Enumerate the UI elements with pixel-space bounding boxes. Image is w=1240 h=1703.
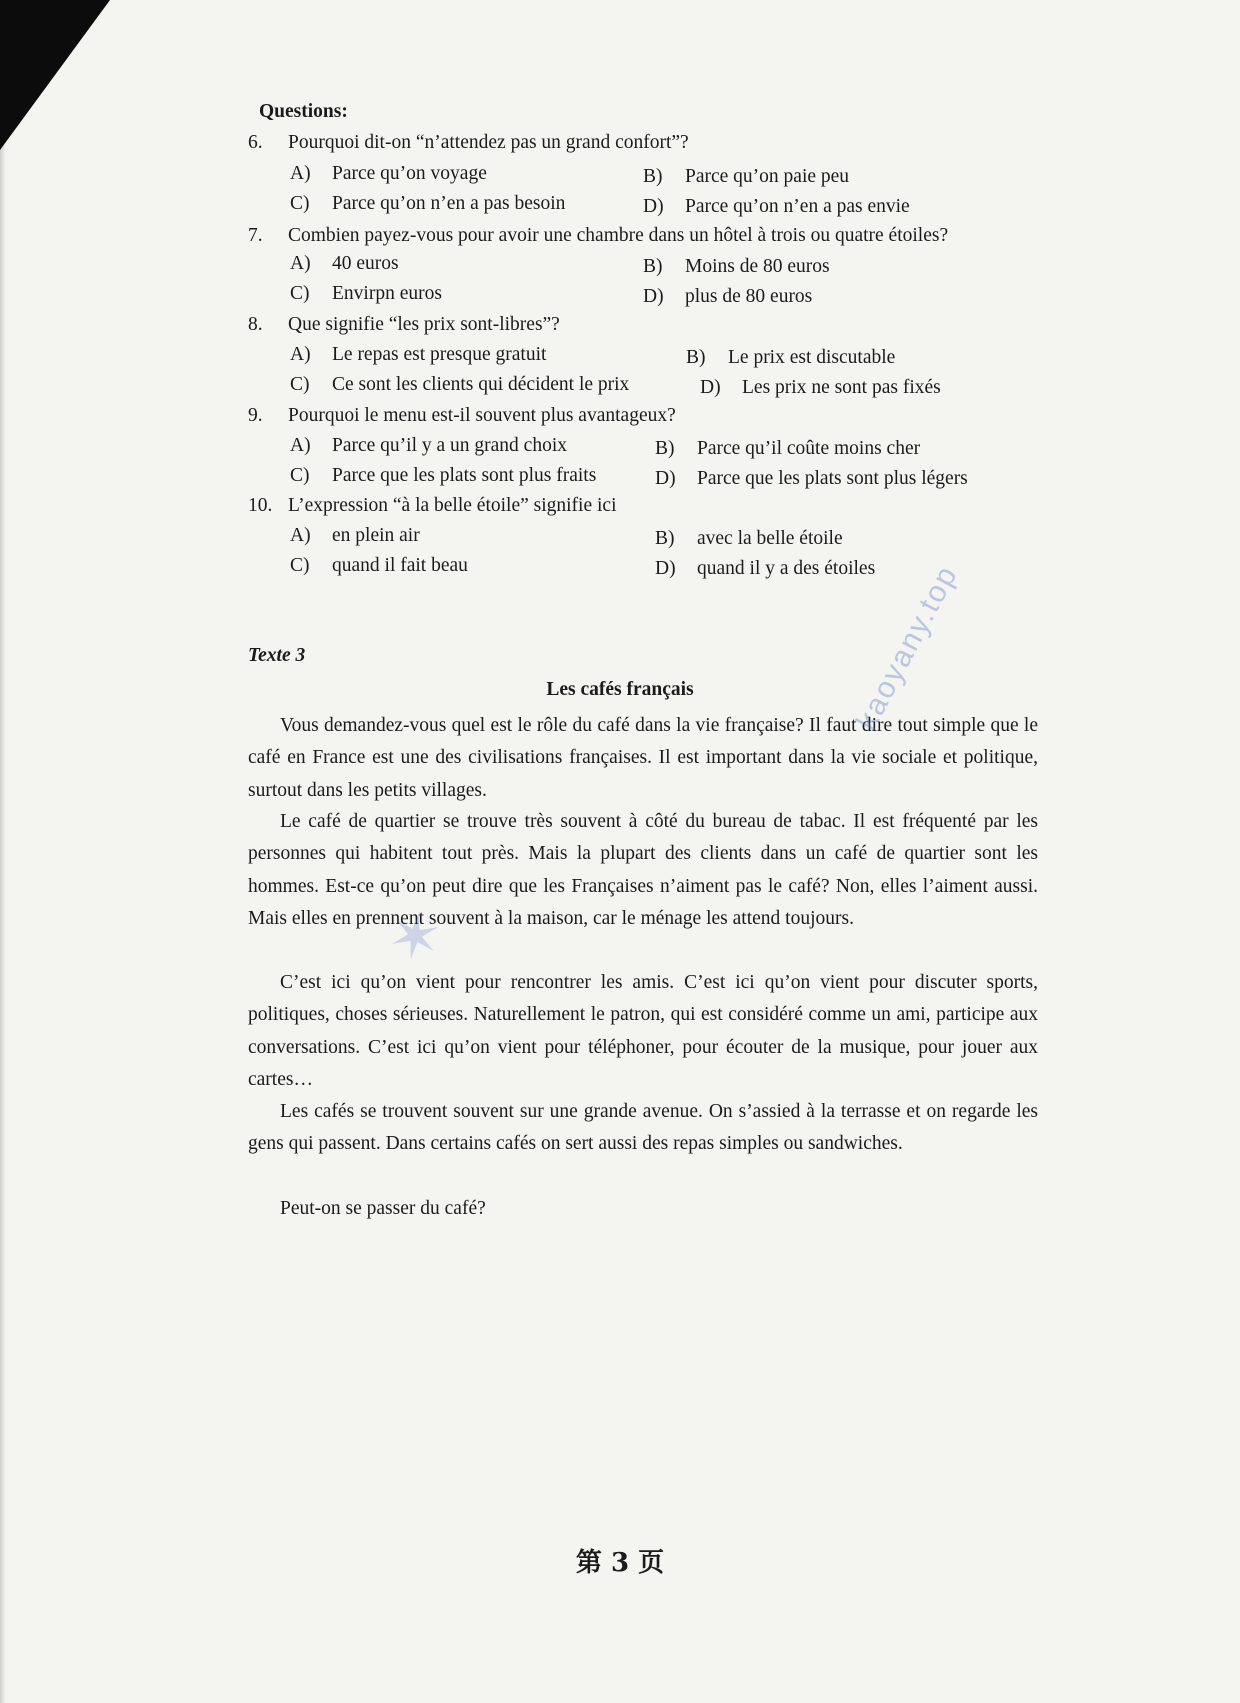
option-label: B) — [643, 166, 663, 187]
option-text: Les prix ne sont pas fixés — [742, 377, 941, 398]
question-number: 10. — [248, 495, 273, 516]
option-label: D) — [700, 377, 721, 398]
option-text: Parce qu’on n’en a pas besoin — [332, 193, 566, 214]
option-9a — [290, 434, 567, 458]
question-number: 9. — [248, 405, 263, 426]
option-8b — [686, 346, 895, 370]
question-text: Que signifie “les prix sont-libres”? — [288, 314, 560, 335]
option-label: C) — [290, 374, 310, 395]
question-number: 6. — [248, 132, 263, 153]
option-text: Parce qu’on voyage — [332, 163, 487, 184]
option-text: Le repas est presque gratuit — [332, 344, 547, 365]
option-label: B) — [686, 347, 706, 368]
option-6d — [643, 195, 910, 219]
option-label: C) — [290, 465, 310, 486]
option-label: C) — [290, 555, 310, 576]
option-text: Parce qu’il y a un grand choix — [332, 435, 568, 456]
option-8a — [290, 343, 546, 367]
option-label: A) — [290, 435, 311, 456]
option-8c — [290, 373, 629, 397]
option-text: Le prix est discutable — [728, 347, 896, 368]
question-7 — [248, 224, 948, 248]
question-9 — [248, 404, 676, 428]
option-text: Ce sont les clients qui décident le prix — [332, 374, 630, 395]
watermark-glyph-decor: ✶ — [371, 892, 463, 982]
paragraph-2: Le café de quartier se trouve très souvent à côté du bureau de tabac. Il est fréquenté par les personnes qui habitent tout près. Mais la plupart des clients dans un café de quartier sont les hommes. Est-ce qu’on peut dire que les Françaises n’aiment pas le café? Non, elles l’aiment aussi. Mais elles en prennent souvent à la maison, car le ménage les attend toujours. — [248, 811, 1038, 930]
question-6 — [248, 131, 689, 155]
option-label: A) — [290, 163, 311, 184]
option-7c — [290, 282, 442, 306]
option-label: D) — [643, 196, 664, 217]
paragraph-5: Peut-on se passer du café? — [280, 1198, 486, 1219]
option-label: D) — [655, 468, 676, 489]
option-text: Moins de 80 euros — [685, 256, 830, 277]
option-label: C) — [290, 283, 310, 304]
option-text: Parce qu’il coûte moins cher — [697, 438, 921, 459]
option-label: D) — [643, 286, 664, 307]
option-9c — [290, 464, 596, 488]
question-8 — [248, 313, 560, 337]
option-text: plus de 80 euros — [685, 286, 813, 307]
option-7d — [643, 285, 812, 309]
option-text: avec la belle étoile — [697, 528, 843, 549]
option-text: Parce qu’on n’en a pas envie — [685, 196, 910, 217]
option-label: A) — [290, 253, 311, 274]
option-10b — [655, 527, 843, 551]
option-10a — [290, 524, 420, 548]
paragraph-4: Les cafés se trouvent souvent sur une grande avenue. On s’assied à la terrasse et on regarde les gens qui passent. Dans certains cafés on sert aussi des repas simples ou sandwiches. — [248, 1101, 1038, 1155]
option-10c — [290, 554, 468, 578]
paragraph-3: C’est ici qu’on vient pour rencontrer les amis. C’est ici qu’on vient pour discuter sports, politiques, choses sérieuses. Naturellement le patron, qui est considéré comme un ami, participe aux conversations. C’est ici qu’on vient pour téléphoner, pour écouter de la musique, pour jouer aux cartes… — [248, 972, 1038, 1091]
option-9d — [655, 467, 968, 491]
option-text: 40 euros — [332, 253, 399, 274]
option-text: quand il y a des étoiles — [697, 558, 876, 579]
option-6c — [290, 192, 565, 216]
option-text: quand il fait beau — [332, 555, 468, 576]
option-label: B) — [655, 438, 675, 459]
question-10 — [248, 494, 617, 518]
option-text: Parce que les plats sont plus fraits — [332, 465, 597, 486]
texte-title: Les cafés français — [546, 679, 694, 700]
option-text: Envirpn euros — [332, 283, 442, 304]
question-text: L’expression “à la belle étoile” signifie ici — [288, 495, 617, 516]
option-8d — [700, 376, 941, 400]
option-7a — [290, 252, 399, 276]
page-number: 第 3 页 — [575, 1548, 665, 1578]
watermark-text: kaoyany.top — [850, 559, 965, 736]
option-label: D) — [655, 558, 676, 579]
texte-label: Texte 3 — [248, 645, 306, 666]
option-6b — [643, 165, 849, 189]
question-number: 8. — [248, 314, 263, 335]
option-text: Parce que les plats sont plus légers — [697, 468, 968, 489]
question-text: Combien payez-vous pour avoir une chambre dans un hôtel à trois ou quatre étoiles? — [288, 225, 949, 246]
questions-heading: Questions: — [259, 101, 348, 122]
option-label: A) — [290, 344, 311, 365]
paragraph-1: Vous demandez-vous quel est le rôle du café dans la vie française? Il faut dire tout simple que le café en France est une des civilisations françaises. Il est important dans la vie sociale et politique, surtout dans les petits villages. — [248, 715, 1038, 801]
option-10d — [655, 557, 875, 581]
question-number: 7. — [248, 225, 263, 246]
option-label: A) — [290, 525, 311, 546]
option-label: B) — [643, 256, 663, 277]
option-text: Parce qu’on paie peu — [685, 166, 850, 187]
question-text: Pourquoi le menu est-il souvent plus avantageux? — [288, 405, 676, 426]
option-label: C) — [290, 193, 310, 214]
option-label: B) — [655, 528, 675, 549]
question-text: Pourquoi dit-on “n’attendez pas un grand confort”? — [288, 132, 689, 153]
option-9b — [655, 437, 920, 461]
option-text: en plein air — [332, 525, 420, 546]
option-7b — [643, 255, 830, 279]
option-6a — [290, 162, 487, 186]
